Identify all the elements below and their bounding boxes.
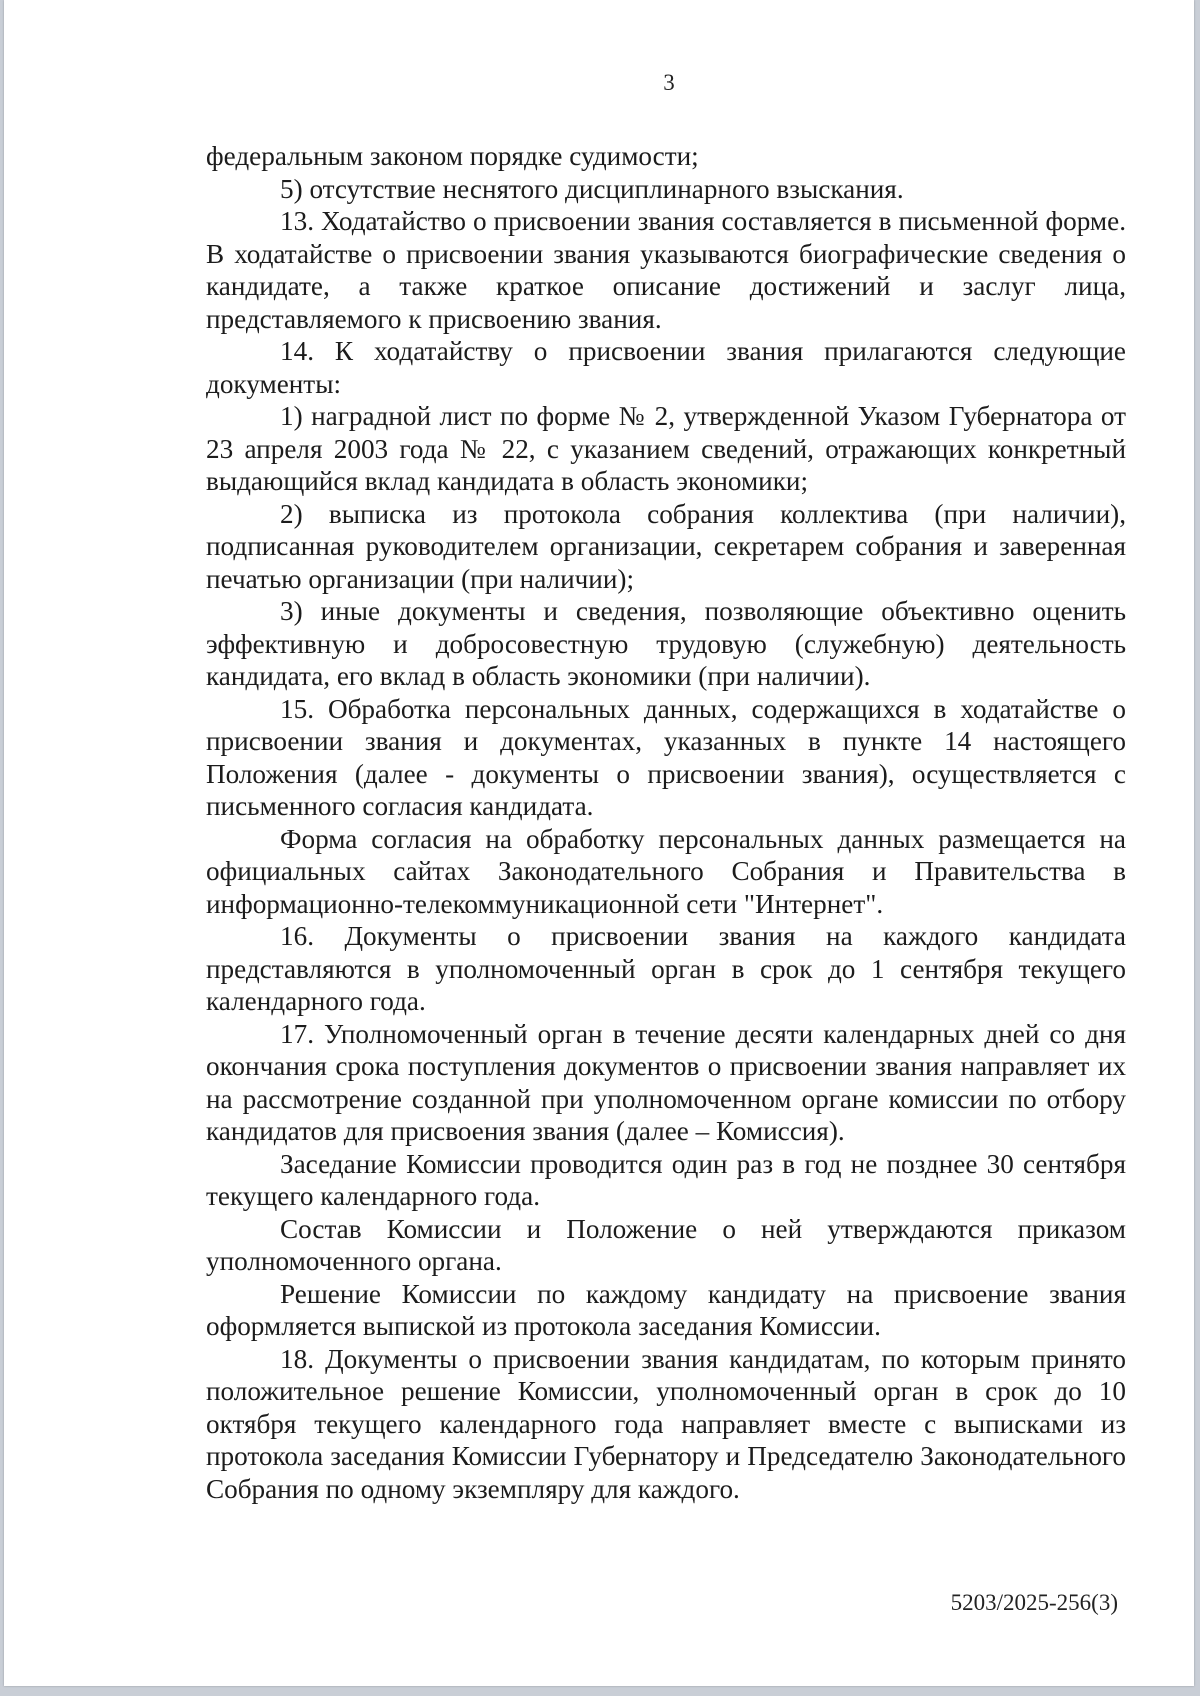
paragraph-item-5: 5) отсутствие неснятого дисциплинарного взыскания. <box>280 173 904 204</box>
paragraph-continuation: федеральным законом порядке судимости; <box>206 141 699 171</box>
paragraph-clause-13: 13. Ходатайство о присвоении звания составляется в письменной форме. В ходатайстве о присвоении звания указываются биографические сведения о кандидате, а также краткое описание достижений и заслуг лица, представляемого к присвоению звания. <box>206 206 1126 334</box>
paragraph-item-2: 2) выписка из протокола собрания коллектива (при наличии), подписанная руководителем организации, секретарем собрания и заверенная печатью организации (при наличии); <box>206 498 1126 594</box>
paragraph-clause-15: 15. Обработка персональных данных, содержащихся в ходатайстве о присвоении звания и документах, указанных в пункте 14 настоящего Положения (далее - документы о присвоении звания), осуществляется с письменного согласия кандидата. <box>206 693 1126 821</box>
document-body <box>206 140 1126 1505</box>
paragraph-clause-18: 18. Документы о присвоении звания кандидатам, по которым принято положительное решение Комиссии, уполномоченный орган в срок до 10 октября текущего календарного года направляет вместе с выписками из протокола заседания Комиссии Губернатору и Председателю Законодательного Собрания по одному экземпляру для каждого. <box>206 1343 1126 1504</box>
document-code: 5203/2025-256(3) <box>950 1590 1118 1615</box>
paragraph-commission-composition: Состав Комиссии и Положение о ней утверждаются приказом уполномоченного органа. <box>206 1213 1126 1276</box>
paragraph-clause-16: 16. Документы о присвоении звания на каждого кандидата представляются в уполномоченный орган в срок до 1 сентября текущего календарного года. <box>206 921 1126 1016</box>
page-number: 3 <box>663 70 675 95</box>
paragraph-item-1: 1) наградной лист по форме № 2, утвержденной Указом Губернатора от 23 апреля 2003 года № 22, с указанием сведений, отражающих конкретный выдающийся вклад кандидата в область экономики; <box>206 401 1126 496</box>
paragraph-item-3: 3) иные документы и сведения, позволяющие объективно оценить эффективную и добросовестную трудовую (служебную) деятельность кандидата, его вклад в область экономики (при наличии). <box>206 596 1126 691</box>
document-page <box>4 0 1194 1686</box>
paragraph-consent-form: Форма согласия на обработку персональных данных размещается на официальных сайтах Законодательного Собрания и Правительства в информационно-телекоммуникационной сети "Интернет". <box>206 823 1126 919</box>
paragraph-commission-decision: Решение Комиссии по каждому кандидату на присвоение звания оформляется выпиской из протокола заседания Комиссии. <box>206 1278 1126 1341</box>
paragraph-clause-14: 14. К ходатайству о присвоении звания прилагаются следующие документы: <box>206 336 1126 399</box>
paragraph-commission-meeting: Заседание Комиссии проводится один раз в год не позднее 30 сентября текущего календарного года. <box>206 1148 1126 1211</box>
paragraph-clause-17: 17. Уполномоченный орган в течение десяти календарных дней со дня окончания срока поступления документов о присвоении звания направляет их на рассмотрение созданной при уполномоченном органе комиссии по отбору кандидатов для присвоения звания (далее – Комиссия). <box>206 1018 1126 1146</box>
